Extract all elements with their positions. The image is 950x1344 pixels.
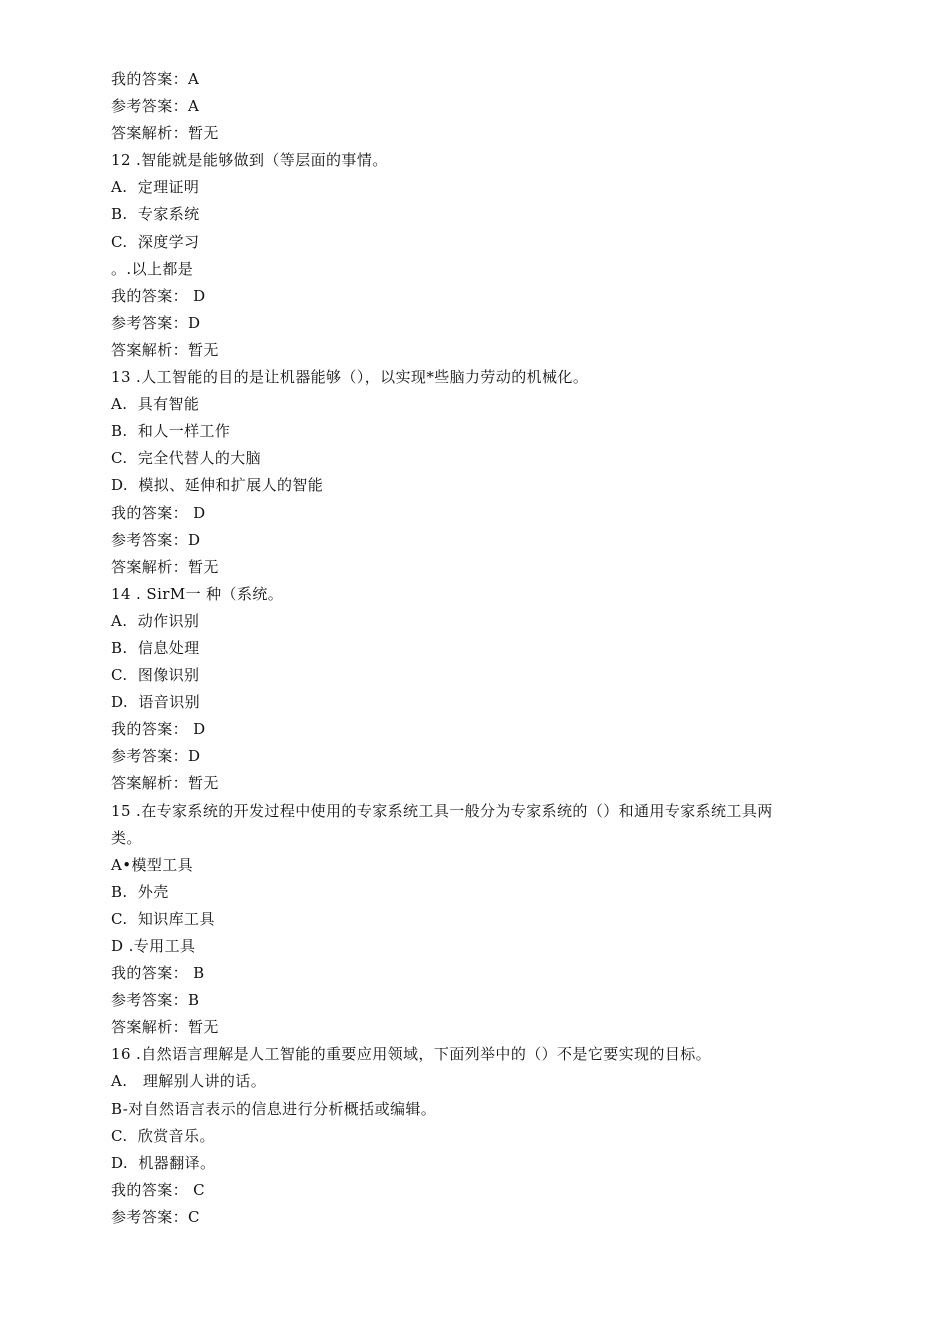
text-line: A. 具有智能	[111, 395, 200, 414]
text-line: C. 知识库工具	[111, 909, 215, 928]
text-line: 我的答案： D	[111, 503, 206, 522]
text-line: 类。	[111, 828, 142, 847]
text-line: C. 深度学习	[111, 232, 200, 251]
text-line: 我的答案： C	[111, 1180, 206, 1199]
text-line: 参考答案：D	[111, 530, 201, 549]
text-line: 我的答案： B	[111, 964, 205, 983]
text-line: B. 外壳	[111, 882, 169, 901]
text-line: A. 定理证明	[111, 178, 200, 197]
text-line: B. 信息处理	[111, 638, 200, 657]
text-line: 16 .自然语言理解是人工智能的重要应用领域，下面列举中的（）不是它要实现的目标。	[111, 1045, 712, 1064]
text-line: 答案解析：暂无	[111, 124, 219, 143]
text-line: C. 图像识别	[111, 666, 200, 685]
text-line: D. 模拟、延伸和扩展人的智能	[111, 476, 324, 495]
text-line: B. 和人一样工作	[111, 422, 231, 441]
text-line: C. 欣赏音乐。	[111, 1126, 215, 1145]
text-line: A. 动作识别	[111, 611, 200, 630]
text-line: B-对自然语言表示的信息进行分析概括或编辑。	[111, 1099, 437, 1118]
text-line: 13 .人工智能的目的是让机器能够（），以实现*些脑力劳动的机械化。	[111, 368, 589, 387]
text-line: D. 语音识别	[111, 693, 200, 712]
text-line: 12 .智能就是能够做到（等层面的事情。	[111, 151, 388, 170]
text-line: 我的答案： D	[111, 720, 206, 739]
text-line: 14 . SirM一 种（系统。	[111, 584, 284, 603]
text-line: 我的答案：A	[111, 70, 200, 88]
text-line: 参考答案：A	[111, 97, 200, 116]
text-line: 答案解析：暂无	[111, 774, 219, 793]
text-line: A. 理解别人讲的话。	[111, 1072, 267, 1091]
text-line: 参考答案：B	[111, 991, 200, 1010]
text-line: A•模型工具	[111, 855, 194, 874]
text-line: 答案解析：暂无	[111, 1018, 219, 1037]
text-line: 参考答案：C	[111, 1207, 200, 1226]
document-body	[111, 66, 851, 1231]
text-line: 。.以上都是	[111, 259, 194, 278]
text-line: D .专用工具	[111, 937, 196, 955]
text-line: B. 专家系统	[111, 205, 200, 224]
text-line: C. 完全代替人的大脑	[111, 449, 262, 468]
text-line: 我的答案： D	[111, 286, 206, 305]
text-line: 参考答案：D	[111, 747, 201, 766]
text-line: D. 机器翻译。	[111, 1153, 216, 1172]
text-line: 15 .在专家系统的开发过程中使用的专家系统工具一般分为专家系统的（）和通用专家系统工具两	[111, 801, 773, 820]
text-line: 参考答案：D	[111, 313, 201, 332]
text-line: 答案解析：暂无	[111, 557, 219, 576]
text-line: 答案解析：暂无	[111, 340, 219, 359]
